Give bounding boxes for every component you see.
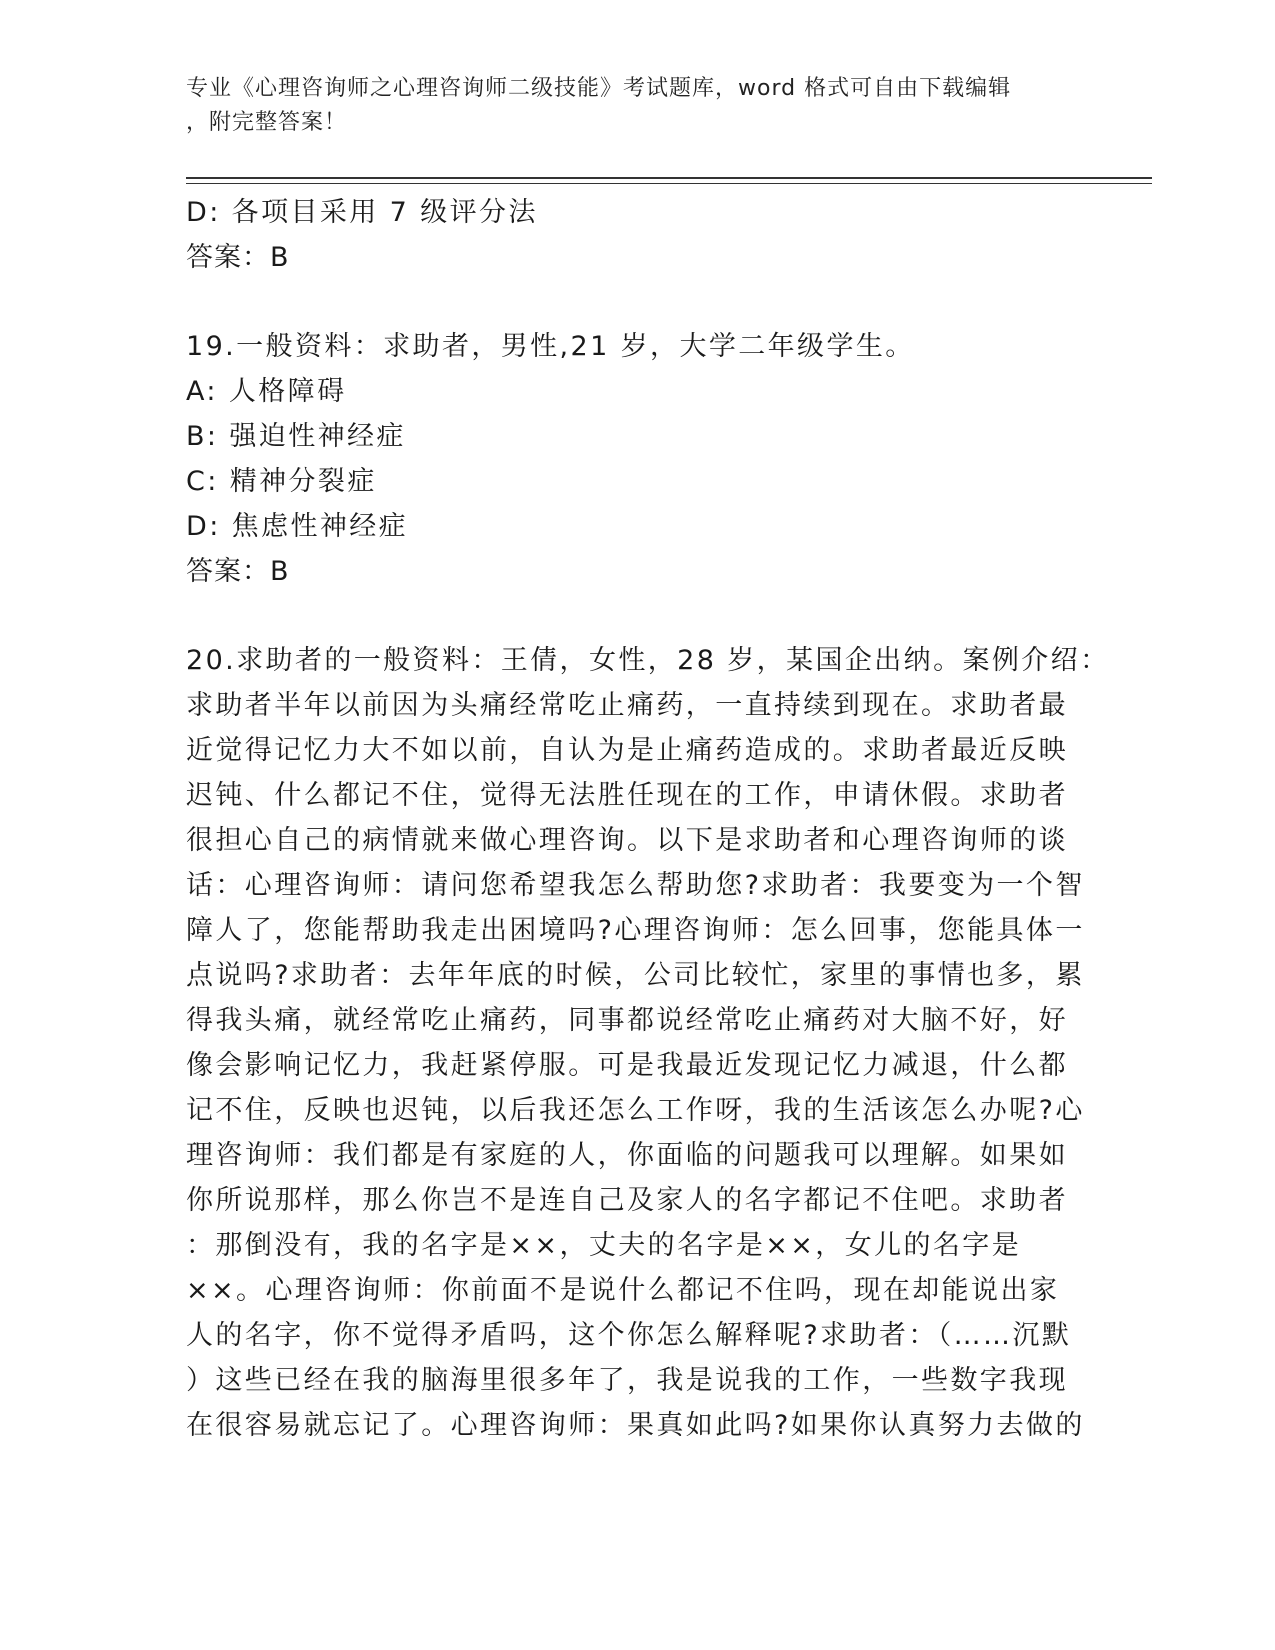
- q19-option-a: A: 人格障碍: [186, 376, 347, 407]
- q20-line: ）这些已经在我的脑海里很多年了，我是说我的工作，一些数字我现: [186, 1365, 1068, 1396]
- spacer: [186, 280, 1086, 324]
- q20-line: 得我头痛，就经常吃止痛药，同事都说经常吃止痛药对大脑不好，好: [186, 1005, 1068, 1036]
- question-20: [186, 638, 1110, 1448]
- q20-line: 近觉得记忆力大不如以前，自认为是止痛药造成的。求助者最近反映: [186, 735, 1068, 766]
- q20-line: ××。心理咨询师：你前面不是说什么都记不住吗，现在却能说出家: [186, 1275, 1060, 1306]
- page-header: [186, 72, 1066, 140]
- q19-answer: 答案：B: [186, 556, 290, 587]
- q20-line: 像会影响记忆力，我赶紧停服。可是我最近发现记忆力减退，什么都: [186, 1050, 1068, 1081]
- q18-option-d: D: 各项目采用 7 级评分法: [186, 197, 538, 228]
- q20-line: 很担心自己的病情就来做心理咨询。以下是求助者和心理咨询师的谈: [186, 825, 1068, 856]
- q20-line: 点说吗?求助者：去年年底的时候，公司比较忙，家里的事情也多，累: [186, 960, 1085, 991]
- q20-line: ：那倒没有，我的名字是××，丈夫的名字是××，女儿的名字是: [186, 1230, 1022, 1261]
- document-body: [186, 190, 1110, 1448]
- q20-line: 障人了，您能帮助我走出困境吗?心理咨询师：怎么回事，您能具体一: [186, 915, 1085, 946]
- q20-line: 记不住，反映也迟钝，以后我还怎么工作呀，我的生活该怎么办呢?心: [186, 1095, 1085, 1126]
- header-line-1: 专业《心理咨询师之心理咨询师二级技能》考试题库，word 格式可自由下载编辑: [186, 76, 1012, 101]
- q20-line: 迟钝、什么都记不住，觉得无法胜任现在的工作，申请休假。求助者: [186, 780, 1068, 811]
- q19-option-c: C: 精神分裂症: [186, 466, 377, 497]
- header-line-2: ，附完整答案！: [186, 110, 348, 135]
- q20-line: 在很容易就忘记了。心理咨询师：果真如此吗?如果你认真努力去做的: [186, 1410, 1085, 1441]
- q20-line: 20.求助者的一般资料：王倩，女性，28 岁，某国企出纳。案例介绍：: [186, 645, 1110, 676]
- q20-line: 求助者半年以前因为头痛经常吃止痛药，一直持续到现在。求助者最: [186, 690, 1068, 721]
- header-rule-thin: [186, 183, 1152, 184]
- q18-answer: 答案：B: [186, 242, 290, 273]
- question-18-tail: [186, 190, 1086, 280]
- q19-option-b: B: 强迫性神经症: [186, 421, 406, 452]
- header-rule-thick: [186, 177, 1152, 179]
- question-19: [186, 324, 1086, 594]
- q19-stem: 19.一般资料：求助者，男性,21 岁，大学二年级学生。: [186, 331, 915, 362]
- q20-line: 话：心理咨询师：请问您希望我怎么帮助您?求助者：我要变为一个智: [186, 870, 1085, 901]
- spacer: [186, 594, 1086, 638]
- q20-line: 你所说那样，那么你岂不是连自己及家人的名字都记不住吧。求助者: [186, 1185, 1068, 1216]
- q20-line: 理咨询师：我们都是有家庭的人，你面临的问题我可以理解。如果如: [186, 1140, 1068, 1171]
- q19-option-d: D: 焦虑性神经症: [186, 511, 409, 542]
- q20-line: 人的名字，你不觉得矛盾吗，这个你怎么解释呢?求助者：（……沉默: [186, 1320, 1072, 1351]
